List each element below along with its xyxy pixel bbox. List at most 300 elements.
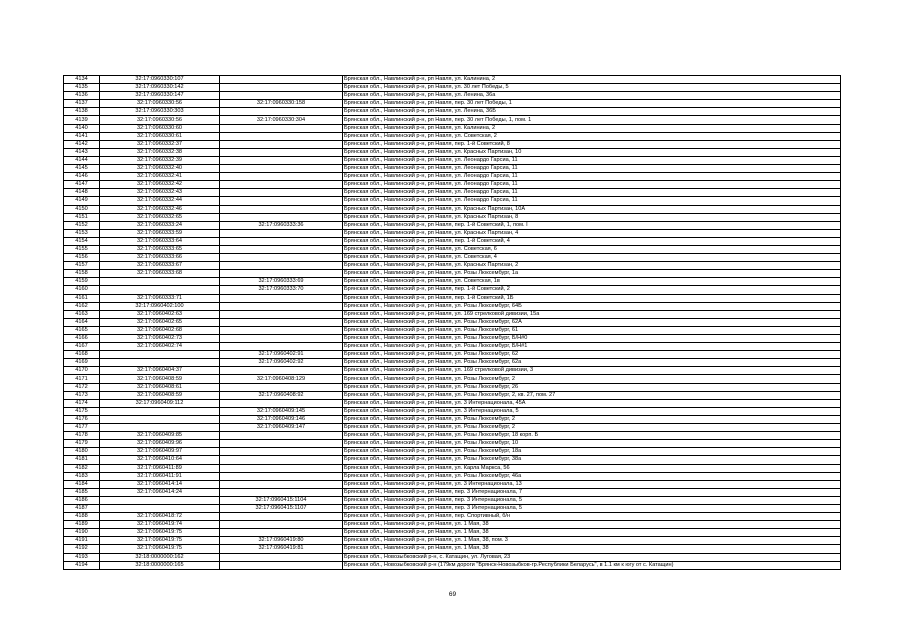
row-number-cell: 4147: [64, 181, 100, 189]
row-number-cell: 4192: [64, 545, 100, 553]
cadastral-number-cell: 32:17:0960332:65: [100, 213, 220, 221]
address-cell: Брянская обл., Навлинский р-н, рп Навля, ул. Леонардо Гарсиа, 11: [343, 165, 841, 173]
cadastral-number-cell: 32:17:0960402:65: [100, 318, 220, 326]
row-number-cell: 4159: [64, 278, 100, 286]
row-number-cell: 4183: [64, 472, 100, 480]
cadastral-number-cell: [100, 504, 220, 512]
row-number-cell: 4170: [64, 367, 100, 375]
cadastral-number-cell: 32:17:0960333:64: [100, 237, 220, 245]
table-row: [64, 294, 841, 302]
address-cell: Брянская обл., Навлинский р-н, рп Навля, ул. Розы Люксембург, 64Б: [343, 302, 841, 310]
row-number-cell: 4168: [64, 351, 100, 359]
address-cell: Брянская обл., Навлинский р-н, рп Навля, ул. Розы Люксембург, 62: [343, 351, 841, 359]
row-number-cell: 4191: [64, 537, 100, 545]
register-table: [63, 75, 841, 570]
table-row: [64, 375, 841, 383]
sub-cadastral-number-cell: [220, 132, 343, 140]
sub-cadastral-number-cell: [220, 383, 343, 391]
address-cell: Брянская обл., Навлинский р-н, рп Навля, пер. 3 Интернационала, 5: [343, 496, 841, 504]
sub-cadastral-number-cell: [220, 448, 343, 456]
sub-cadastral-number-cell: [220, 245, 343, 253]
sub-cadastral-number-cell: [220, 367, 343, 375]
address-cell: Брянская обл., Навлинский р-н, рп Навля, ул. Советская, 6: [343, 245, 841, 253]
table-row: [64, 464, 841, 472]
row-number-cell: 4157: [64, 262, 100, 270]
cadastral-number-cell: [100, 424, 220, 432]
cadastral-number-cell: [100, 407, 220, 415]
table-row: [64, 391, 841, 399]
cadastral-number-cell: 32:17:0960409:96: [100, 440, 220, 448]
table-row: [64, 181, 841, 189]
sub-cadastral-number-cell: 32:17:0960415:1104: [220, 496, 343, 504]
sub-cadastral-number-cell: [220, 318, 343, 326]
cadastral-number-cell: 32:17:0960414:24: [100, 488, 220, 496]
sub-cadastral-number-cell: 32:17:0960419:81: [220, 545, 343, 553]
address-cell: Брянская обл., Навлинский р-н, рп Навля, пер. 1-й Советский, 1, пом. I: [343, 221, 841, 229]
row-number-cell: 4149: [64, 197, 100, 205]
address-cell: Брянская обл., Навлинский р-н, рп Навля, ул. Розы Люксембург, 2: [343, 424, 841, 432]
table-row: [64, 237, 841, 245]
sub-cadastral-number-cell: [220, 148, 343, 156]
table-row: [64, 326, 841, 334]
sub-cadastral-number-cell: [220, 229, 343, 237]
cadastral-number-cell: 32:17:0960419:75: [100, 529, 220, 537]
address-cell: Брянская обл., Навлинский р-н, рп Навля, ул. 1 Мая, 38: [343, 545, 841, 553]
row-number-cell: 4135: [64, 84, 100, 92]
table-row: [64, 545, 841, 553]
row-number-cell: 4150: [64, 205, 100, 213]
table-row: [64, 310, 841, 318]
row-number-cell: 4167: [64, 343, 100, 351]
cadastral-number-cell: 32:17:0960332:42: [100, 181, 220, 189]
table-row: [64, 76, 841, 84]
row-number-cell: 4136: [64, 92, 100, 100]
cadastral-number-cell: 32:17:0960330:107: [100, 76, 220, 84]
sub-cadastral-number-cell: [220, 165, 343, 173]
row-number-cell: 4145: [64, 165, 100, 173]
row-number-cell: 4152: [64, 221, 100, 229]
table-row: [64, 335, 841, 343]
table-row: [64, 440, 841, 448]
address-cell: Брянская обл., Навлинский р-н, рп Навля, пер. 1-й Советский, 4: [343, 237, 841, 245]
table-row: [64, 254, 841, 262]
cadastral-number-cell: 32:17:0960333:71: [100, 294, 220, 302]
sub-cadastral-number-cell: [220, 480, 343, 488]
address-cell: Брянская обл., Навлинский р-н, рп Навля, ул. Советская, 2: [343, 132, 841, 140]
cadastral-number-cell: [100, 286, 220, 294]
sub-cadastral-number-cell: [220, 335, 343, 343]
sub-cadastral-number-cell: [220, 561, 343, 569]
row-number-cell: 4138: [64, 108, 100, 116]
cadastral-number-cell: 32:17:0960333:65: [100, 245, 220, 253]
cadastral-number-cell: 32:17:0960402:68: [100, 326, 220, 334]
row-number-cell: 4141: [64, 132, 100, 140]
table-row: [64, 561, 841, 569]
row-number-cell: 4137: [64, 100, 100, 108]
sub-cadastral-number-cell: 32:17:0960330:158: [220, 100, 343, 108]
address-cell: Брянская обл., Навлинский р-н, рп Навля, ул. Розы Люксембург, 2, кв. 27, пом. 27: [343, 391, 841, 399]
sub-cadastral-number-cell: [220, 156, 343, 164]
sub-cadastral-number-cell: 32:17:0960333:70: [220, 286, 343, 294]
table-row: [64, 156, 841, 164]
row-number-cell: 4188: [64, 513, 100, 521]
row-number-cell: 4173: [64, 391, 100, 399]
row-number-cell: 4185: [64, 488, 100, 496]
address-cell: Брянская обл., Навлинский р-н, рп Навля, ул. Розы Люксембург, 61: [343, 326, 841, 334]
sub-cadastral-number-cell: 32:17:0960408:92: [220, 391, 343, 399]
table-row: [64, 262, 841, 270]
table-row: [64, 108, 841, 116]
sub-cadastral-number-cell: [220, 84, 343, 92]
address-cell: Брянская обл., Навлинский р-н, рп Навля, пер. 30 лет Победы, 1: [343, 100, 841, 108]
address-cell: Брянская обл., Навлинский р-н, рп Навля, ул. Розы Люксембург, 10: [343, 440, 841, 448]
sub-cadastral-number-cell: [220, 456, 343, 464]
table-row: [64, 278, 841, 286]
address-cell: Брянская обл., Навлинский р-н, рп Навля, пер. 3 Интернационала, 5: [343, 504, 841, 512]
address-cell: Брянская обл., Навлинский р-н, рп Навля, пер. Спортивный, б/н: [343, 513, 841, 521]
row-number-cell: 4179: [64, 440, 100, 448]
table-row: [64, 286, 841, 294]
row-number-cell: 4164: [64, 318, 100, 326]
cadastral-number-cell: 32:17:0960330:61: [100, 132, 220, 140]
address-cell: Брянская обл., Навлинский р-н, рп Навля, ул. Калинина, 2: [343, 76, 841, 84]
cadastral-number-cell: 32:18:0000000:162: [100, 553, 220, 561]
cadastral-number-cell: 32:17:0960402:74: [100, 343, 220, 351]
sub-cadastral-number-cell: [220, 262, 343, 270]
sub-cadastral-number-cell: [220, 189, 343, 197]
table-row: [64, 448, 841, 456]
row-number-cell: 4172: [64, 383, 100, 391]
sub-cadastral-number-cell: [220, 181, 343, 189]
address-cell: Брянская обл., Навлинский р-н, рп Навля, ул. 1 Мая, 38, пом. 3: [343, 537, 841, 545]
row-number-cell: 4166: [64, 335, 100, 343]
table-row: [64, 148, 841, 156]
row-number-cell: 4171: [64, 375, 100, 383]
address-cell: Брянская обл., Навлинский р-н, рп Навля, ул. 30 лет Победы, 5: [343, 84, 841, 92]
row-number-cell: 4180: [64, 448, 100, 456]
row-number-cell: 4184: [64, 480, 100, 488]
sub-cadastral-number-cell: [220, 205, 343, 213]
row-number-cell: 4181: [64, 456, 100, 464]
address-cell: Брянская обл., Навлинский р-н, рп Навля, ул. Леонардо Гарсиа, 11: [343, 189, 841, 197]
cadastral-number-cell: 32:17:0960330:147: [100, 92, 220, 100]
cadastral-number-cell: 32:17:0960330:303: [100, 108, 220, 116]
cadastral-number-cell: [100, 496, 220, 504]
sub-cadastral-number-cell: [220, 472, 343, 480]
address-cell: Брянская обл., Навлинский р-н, рп Навля, пер. 3 Интернационала, 7: [343, 488, 841, 496]
table-row: [64, 383, 841, 391]
cadastral-number-cell: 32:17:0960332:46: [100, 205, 220, 213]
row-number-cell: 4154: [64, 237, 100, 245]
cadastral-number-cell: 32:17:0960330:60: [100, 124, 220, 132]
row-number-cell: 4162: [64, 302, 100, 310]
cadastral-number-cell: 32:17:0960411:89: [100, 464, 220, 472]
table-row: [64, 140, 841, 148]
sub-cadastral-number-cell: [220, 213, 343, 221]
row-number-cell: 4175: [64, 407, 100, 415]
sub-cadastral-number-cell: [220, 488, 343, 496]
sub-cadastral-number-cell: 32:17:0960409:145: [220, 407, 343, 415]
sub-cadastral-number-cell: [220, 124, 343, 132]
table-row: [64, 221, 841, 229]
address-cell: Брянская обл., Навлинский р-н, рп Навля, ул. Розы Люксембург, 62а: [343, 359, 841, 367]
page-number: 69: [448, 591, 457, 598]
table-row: [64, 504, 841, 512]
sub-cadastral-number-cell: [220, 76, 343, 84]
table-row: [64, 165, 841, 173]
sub-cadastral-number-cell: 32:17:0960402:92: [220, 359, 343, 367]
row-number-cell: 4193: [64, 553, 100, 561]
row-number-cell: 4153: [64, 229, 100, 237]
sub-cadastral-number-cell: [220, 270, 343, 278]
row-number-cell: 4142: [64, 140, 100, 148]
row-number-cell: 4161: [64, 294, 100, 302]
row-number-cell: 4178: [64, 432, 100, 440]
address-cell: Брянская обл., Новозыбковский р-н, с. Катащин, ул. Луговая, 23: [343, 553, 841, 561]
sub-cadastral-number-cell: [220, 432, 343, 440]
row-number-cell: 4144: [64, 156, 100, 164]
cadastral-number-cell: 32:17:0960330:56: [100, 116, 220, 124]
address-cell: Брянская обл., Навлинский р-н, рп Навля, ул. Розы Люксембург, 1а: [343, 270, 841, 278]
sub-cadastral-number-cell: [220, 513, 343, 521]
table-row: [64, 529, 841, 537]
sub-cadastral-number-cell: 32:17:0960409:146: [220, 415, 343, 423]
table-row: [64, 513, 841, 521]
sub-cadastral-number-cell: 32:17:0960330:304: [220, 116, 343, 124]
sub-cadastral-number-cell: [220, 343, 343, 351]
table-row: [64, 456, 841, 464]
address-cell: Брянская обл., Навлинский р-н, рп Навля, ул. Советская, 4: [343, 254, 841, 262]
row-number-cell: 4194: [64, 561, 100, 569]
sub-cadastral-number-cell: [220, 464, 343, 472]
table-row: [64, 472, 841, 480]
table-row: [64, 553, 841, 561]
address-cell: Брянская обл., Навлинский р-н, рп Навля, ул. 3 Интернационала, 5: [343, 407, 841, 415]
sub-cadastral-number-cell: [220, 302, 343, 310]
address-cell: Брянская обл., Навлинский р-н, рп Навля, ул. Красных Партизан, 10А: [343, 205, 841, 213]
address-cell: Брянская обл., Навлинский р-н, рп Навля, ул. 169 стрелковой дивизии, 15а: [343, 310, 841, 318]
table-row: [64, 100, 841, 108]
address-cell: Брянская обл., Навлинский р-н, рп Навля, ул. 169 стрелковой дивизии, 3: [343, 367, 841, 375]
table-row: [64, 92, 841, 100]
address-cell: Брянская обл., Навлинский р-н, рп Навля, ул. Леонардо Гарсиа, 11: [343, 156, 841, 164]
sub-cadastral-number-cell: 32:17:0960415:1107: [220, 504, 343, 512]
cadastral-number-cell: 32:17:0960409:112: [100, 399, 220, 407]
address-cell: Брянская обл., Навлинский р-н, рп Навля, ул. Розы Люксембург, 46а: [343, 472, 841, 480]
table-row: [64, 116, 841, 124]
table-row: [64, 424, 841, 432]
table-row: [64, 213, 841, 221]
sub-cadastral-number-cell: 32:17:0960408:129: [220, 375, 343, 383]
address-cell: Брянская обл., Навлинский р-н, рп Навля, ул. 1 Мая, 38: [343, 529, 841, 537]
sub-cadastral-number-cell: [220, 197, 343, 205]
address-cell: Брянская обл., Навлинский р-н, рп Навля, пер. 30 лет Победы, 1, пом. 1: [343, 116, 841, 124]
table-row: [64, 399, 841, 407]
sub-cadastral-number-cell: [220, 92, 343, 100]
row-number-cell: 4134: [64, 76, 100, 84]
address-cell: Брянская обл., Новозыбковский р-н (179км дороги "Брянск-Новозыбков-гр.Республики Беларусь", в 1.1 км к югу от с. Катащин): [343, 561, 841, 569]
cadastral-number-cell: 32:17:0960409:97: [100, 448, 220, 456]
sub-cadastral-number-cell: 32:17:0960333:69: [220, 278, 343, 286]
address-cell: Брянская обл., Навлинский р-н, рп Навля, ул. Красных Партизан, 2: [343, 262, 841, 270]
cadastral-number-cell: 32:17:0960333:59: [100, 229, 220, 237]
address-cell: Брянская обл., Навлинский р-н, рп Навля, ул. Красных Партизан, 10: [343, 148, 841, 156]
sub-cadastral-number-cell: [220, 294, 343, 302]
cadastral-number-cell: [100, 351, 220, 359]
address-cell: Брянская обл., Навлинский р-н, рп Навля, ул. Красных Партизан, 8: [343, 213, 841, 221]
address-cell: Брянская обл., Навлинский р-н, рп Навля, ул. 3 Интернационала, 13: [343, 480, 841, 488]
row-number-cell: 4155: [64, 245, 100, 253]
table-row: [64, 302, 841, 310]
cadastral-number-cell: 32:17:0960418:72: [100, 513, 220, 521]
sub-cadastral-number-cell: [220, 399, 343, 407]
table-row: [64, 270, 841, 278]
address-cell: Брянская обл., Навлинский р-н, рп Навля, ул. Калинина, 2: [343, 124, 841, 132]
row-number-cell: 4169: [64, 359, 100, 367]
address-cell: Брянская обл., Навлинский р-н, рп Навля, ул. 1 Мая, 38: [343, 521, 841, 529]
table-row: [64, 189, 841, 197]
cadastral-number-cell: 32:17:0960419:75: [100, 545, 220, 553]
table-row: [64, 537, 841, 545]
row-number-cell: 4174: [64, 399, 100, 407]
row-number-cell: 4158: [64, 270, 100, 278]
sub-cadastral-number-cell: [220, 237, 343, 245]
address-cell: Брянская обл., Навлинский р-н, рп Навля, ул. Карла Маркса, 56: [343, 464, 841, 472]
address-cell: Брянская обл., Навлинский р-н, рп Навля, ул. 3 Интернационала, 45А: [343, 399, 841, 407]
table-row: [64, 359, 841, 367]
address-cell: Брянская обл., Навлинский р-н, рп Навля, ул. Красных Партизан, 4: [343, 229, 841, 237]
table-row: [64, 132, 841, 140]
table-row: [64, 197, 841, 205]
address-cell: Брянская обл., Навлинский р-н, рп Навля, ул. Ленина, 36а: [343, 92, 841, 100]
sub-cadastral-number-cell: [220, 326, 343, 334]
cadastral-number-cell: 32:17:0960408:59: [100, 375, 220, 383]
sub-cadastral-number-cell: [220, 521, 343, 529]
table-row: [64, 84, 841, 92]
cadastral-number-cell: [100, 415, 220, 423]
sub-cadastral-number-cell: [220, 440, 343, 448]
table-row: [64, 245, 841, 253]
row-number-cell: 4148: [64, 189, 100, 197]
address-cell: Брянская обл., Навлинский р-н, рп Навля, ул. Леонардо Гарсиа, 11: [343, 181, 841, 189]
table-row: [64, 521, 841, 529]
cadastral-number-cell: 32:17:0960408:59: [100, 391, 220, 399]
address-cell: Брянская обл., Навлинский р-н, рп Навля, ул. Ленина, 36Б: [343, 108, 841, 116]
cadastral-number-cell: 32:17:0960332:40: [100, 165, 220, 173]
cadastral-number-cell: 32:17:0960402:73: [100, 335, 220, 343]
address-cell: Брянская обл., Навлинский р-н, рп Навля, ул. Леонардо Гарсиа, 11: [343, 197, 841, 205]
address-cell: Брянская обл., Навлинский р-н, рп Навля, ул. Розы Люксембург, 18а: [343, 448, 841, 456]
sub-cadastral-number-cell: [220, 553, 343, 561]
table-row: [64, 496, 841, 504]
address-cell: Брянская обл., Навлинский р-н, рп Навля, пер. 1-й Советский, 8: [343, 140, 841, 148]
address-cell: Брянская обл., Навлинский р-н, рп Навля, ул. Советская, 1в: [343, 278, 841, 286]
sub-cadastral-number-cell: [220, 140, 343, 148]
row-number-cell: 4156: [64, 254, 100, 262]
row-number-cell: 4163: [64, 310, 100, 318]
table-row: [64, 351, 841, 359]
sub-cadastral-number-cell: 32:17:0960419:80: [220, 537, 343, 545]
cadastral-number-cell: 32:17:0960409:85: [100, 432, 220, 440]
cadastral-number-cell: 32:17:0960330:142: [100, 84, 220, 92]
row-number-cell: 4151: [64, 213, 100, 221]
table-row: [64, 415, 841, 423]
cadastral-number-cell: 32:17:0960332:39: [100, 156, 220, 164]
cadastral-number-cell: 32:17:0960332:41: [100, 173, 220, 181]
cadastral-number-cell: 32:17:0960333:67: [100, 262, 220, 270]
sub-cadastral-number-cell: 32:17:0960333:36: [220, 221, 343, 229]
cadastral-number-cell: 32:17:0960408:61: [100, 383, 220, 391]
table-row: [64, 432, 841, 440]
address-cell: Брянская обл., Навлинский р-н, рп Навля, ул. Розы Люксембург, 18 корп. Б: [343, 432, 841, 440]
address-cell: Брянская обл., Навлинский р-н, рп Навля, ул. Леонардо Гарсиа, 11: [343, 173, 841, 181]
cadastral-number-cell: 32:17:0960414:14: [100, 480, 220, 488]
address-cell: Брянская обл., Навлинский р-н, рп Навля, пер. 1-й Советский, 2: [343, 286, 841, 294]
address-cell: Брянская обл., Навлинский р-н, рп Навля, ул. Розы Люксембург, 38а: [343, 456, 841, 464]
sub-cadastral-number-cell: [220, 310, 343, 318]
row-number-cell: 4190: [64, 529, 100, 537]
cadastral-number-cell: 32:17:0960410:64: [100, 456, 220, 464]
cadastral-number-cell: 32:17:0960419:74: [100, 521, 220, 529]
sub-cadastral-number-cell: [220, 173, 343, 181]
table-row: [64, 367, 841, 375]
row-number-cell: 4176: [64, 415, 100, 423]
row-number-cell: 4146: [64, 173, 100, 181]
table-row: [64, 488, 841, 496]
cadastral-number-cell: 32:17:0960332:38: [100, 148, 220, 156]
row-number-cell: 4165: [64, 326, 100, 334]
row-number-cell: 4139: [64, 116, 100, 124]
address-cell: Брянская обл., Навлинский р-н, рп Навля, ул. Розы Люксембург, 62А: [343, 318, 841, 326]
table-row: [64, 229, 841, 237]
table-row: [64, 318, 841, 326]
row-number-cell: 4189: [64, 521, 100, 529]
cadastral-number-cell: 32:17:0960419:75: [100, 537, 220, 545]
cadastral-number-cell: 32:17:0960402:100: [100, 302, 220, 310]
sub-cadastral-number-cell: 32:17:0960402:91: [220, 351, 343, 359]
cadastral-number-cell: 32:17:0960332:43: [100, 189, 220, 197]
address-cell: Брянская обл., Навлинский р-н, рп Навля, ул. Розы Люксембург, Б/Н#1: [343, 343, 841, 351]
table-row: [64, 124, 841, 132]
table-row: [64, 173, 841, 181]
cadastral-number-cell: 32:17:0960411:91: [100, 472, 220, 480]
address-cell: Брянская обл., Навлинский р-н, рп Навля, ул. Розы Люксембург, Б/Н#0: [343, 335, 841, 343]
table-row: [64, 205, 841, 213]
cadastral-number-cell: [100, 359, 220, 367]
sub-cadastral-number-cell: [220, 529, 343, 537]
table-row: [64, 407, 841, 415]
row-number-cell: 4177: [64, 424, 100, 432]
row-number-cell: 4182: [64, 464, 100, 472]
sub-cadastral-number-cell: 32:17:0960409:147: [220, 424, 343, 432]
cadastral-number-cell: 32:17:0960332:37: [100, 140, 220, 148]
row-number-cell: 4143: [64, 148, 100, 156]
row-number-cell: 4186: [64, 496, 100, 504]
address-cell: Брянская обл., Навлинский р-н, рп Навля, пер. 1-й Советский, 1Б: [343, 294, 841, 302]
cadastral-number-cell: 32:17:0960333:24: [100, 221, 220, 229]
sub-cadastral-number-cell: [220, 108, 343, 116]
address-cell: Брянская обл., Навлинский р-н, рп Навля, ул. Розы Люксембург, 2: [343, 415, 841, 423]
cadastral-number-cell: 32:17:0960402:63: [100, 310, 220, 318]
cadastral-number-cell: 32:17:0960333:68: [100, 270, 220, 278]
table-row: [64, 480, 841, 488]
row-number-cell: 4187: [64, 504, 100, 512]
cadastral-number-cell: 32:17:0960330:56: [100, 100, 220, 108]
cadastral-number-cell: 32:17:0960332:44: [100, 197, 220, 205]
cadastral-number-cell: 32:17:0960333:66: [100, 254, 220, 262]
cadastral-number-cell: [100, 278, 220, 286]
row-number-cell: 4160: [64, 286, 100, 294]
